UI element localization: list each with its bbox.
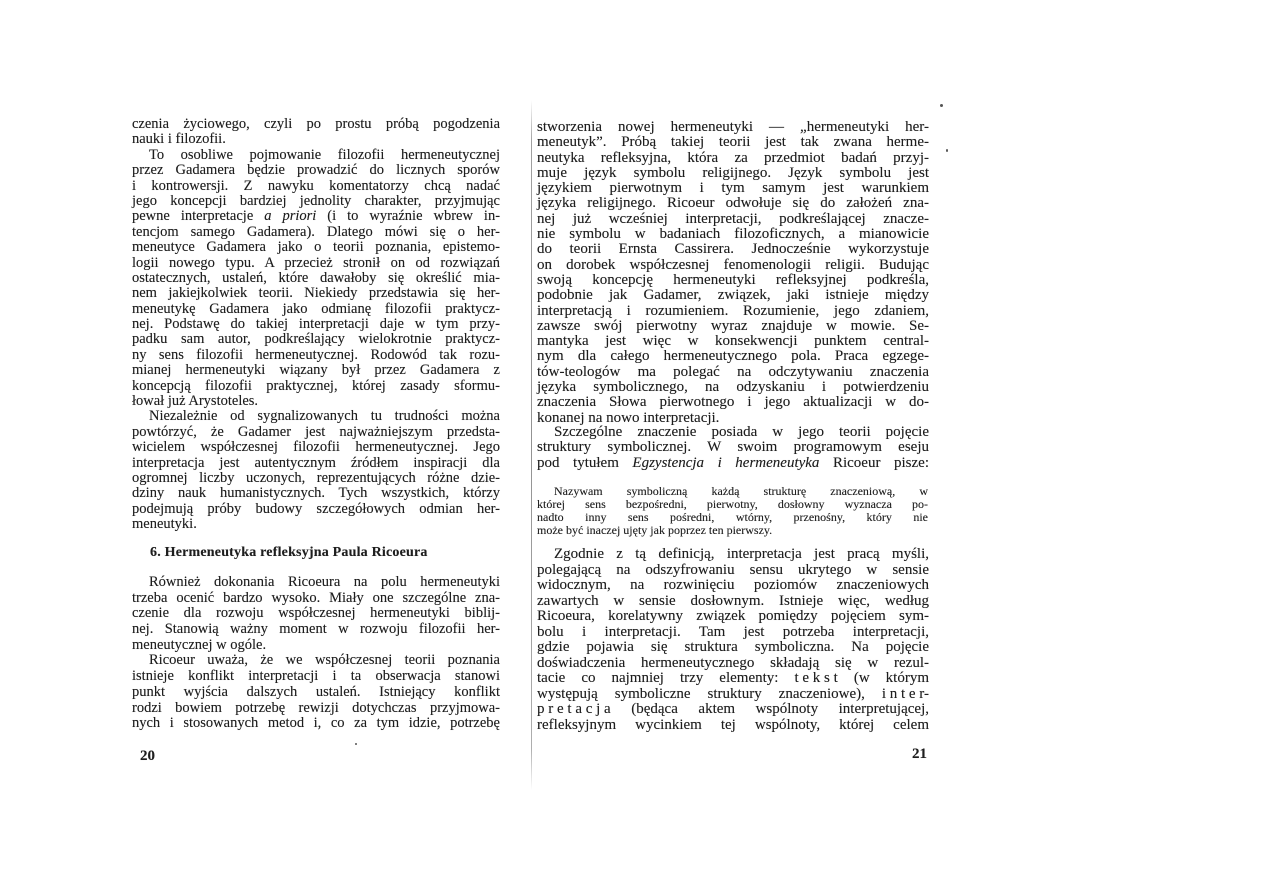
text-line: Niezależnie od sygnalizowanych tu trudności można [149, 408, 500, 425]
text-line: nauki i filozofii. [132, 131, 226, 148]
page-number: 20 [140, 748, 155, 764]
text-line: czenie dla rozwoju współczesnej hermeneutyki biblij- [132, 605, 500, 622]
scan-speck [355, 743, 357, 745]
text-line: koncepcją filozofii praktycznej, której zasady sformu- [132, 377, 500, 394]
paragraph [132, 117, 500, 148]
text-line: widocznym, na rozwinięciu poziomów znaczeniowych [537, 577, 929, 593]
text-line: swoją koncepcję hermeneutyki refleksyjnej podkreśla, [537, 271, 929, 288]
paragraph [537, 120, 929, 426]
text-line: językiem pierwotnym i tym samym jest warunkiem [537, 180, 929, 197]
text-line: muje język symbolu religijnego. Język symbolu jest [537, 164, 929, 181]
block-quote [537, 485, 928, 537]
paragraph [132, 575, 500, 653]
text-line: wicielem współczesnej filozofii hermeneutycznej. Jego [132, 439, 500, 456]
text-line: nie symbolu w badaniach filozoficznych, a mianowicie [537, 226, 929, 243]
text-line: mianej hermeneutyki wiązany był przez Gadamera z [132, 362, 500, 379]
paragraph [132, 148, 500, 410]
text-line: on dorobek współczesnej fenomenologii religii. Budując [537, 256, 929, 273]
paragraph [132, 653, 500, 731]
scan-speck [940, 104, 943, 107]
text-line: języka symbolicznego, na odzyskaniu i potwierdzeniu [537, 379, 929, 396]
text-line: neutyka refleksyjna, która za przedmiot badań przyj- [537, 149, 929, 166]
text-line: nem jakiejkolwiek teorii. Niekiedy przedstawia się her- [132, 285, 500, 302]
text-line: mantyka jest więc w konsekwencji punktem central- [537, 333, 929, 350]
spaced-term: p r e t a c j a [537, 701, 611, 717]
text-line [537, 671, 929, 687]
paragraph [537, 547, 929, 733]
text-line: powtórzyć, że Gadamer jest najważniejszym przedsta- [132, 423, 500, 440]
text-segment: pod tytułem [537, 454, 633, 471]
text-line: istnieje konflikt interpretacji i ta obserwacja stanowi [132, 668, 500, 685]
text-segment: pewne interpretacje [132, 208, 265, 225]
text-line: konanej na nowo interpretacji. [537, 409, 720, 426]
text-line: meneutykę Gadamera jako odmianę filozofii praktycz- [132, 300, 500, 317]
quote-line: której sens bezpośredni, pierwotny, dosłowny wyznacza po- [537, 497, 928, 512]
text-segment: występują symboliczne struktury znaczeniowe), [537, 685, 882, 702]
text-line: ny sens filozofii hermeneutycznej. Rodowód tak rozu- [132, 346, 500, 363]
text-line: interpretacja jest autentycznym źródłem inspiracji dla [132, 454, 500, 471]
text-line: logii nowego typu. A przecież stronił on od rozwiązań [132, 254, 500, 271]
text-line: dziny nauk humanistycznych. Tych wszystkich, którzy [132, 485, 500, 502]
text-line: ogromnej liczby uczonych, reprezentujących różne dzie- [132, 469, 500, 486]
text-line: języka religijnego. Ricoeur odwołuje się do założeń zna- [537, 195, 929, 212]
text-line: To osobliwe pojmowanie filozofii hermeneutycznej [149, 146, 500, 163]
text-line: meneutyki. [132, 516, 197, 533]
text-line: nej. Podstawę do takiej interpretacji daje w tym przy- [132, 316, 500, 333]
quote-line: może być inaczej ujęty jak poprzez ten pierwszy. [537, 523, 773, 538]
text-segment: Ricoeur pisze: [819, 454, 929, 471]
text-segment: (będąca aktem wspólnoty interpretującej, [610, 701, 929, 717]
text-line: podobnie jak Gadamer, związek, jaki istnieje między [537, 287, 929, 304]
text-line: doświadczenia hermeneutycznego składają się w rezul- [537, 654, 929, 671]
text-line: padku sam autor, podkreślający wielokrotnie praktycz- [132, 331, 500, 348]
text-line: podejmują próby budowy szczegółowych odmian her- [132, 500, 500, 517]
right-page [532, 0, 1263, 893]
text-line: meneutyce Gadamera jako o teorii poznania, epistemo- [132, 239, 500, 256]
text-line: Ricoeura, korelatywny związek pomiędzy pojęciem sym- [537, 608, 929, 624]
text-line: nej. Stanowią ważny moment w rozwoju filozofii her- [132, 621, 500, 638]
text-line: i kontrowersji. Z nawyku komentatorzy chcą nadać [132, 177, 500, 194]
text-line: polegającą na odszyfrowaniu sensu ukrytego w sensie [537, 561, 929, 578]
text-line: trzeba ocenić bardzo wysoko. Miały one szczególne zna- [132, 589, 500, 606]
text-line: Zgodnie z tą definicją, interpretacja jest pracą myśli, [554, 546, 929, 562]
text-line: tencjom samego Gadamera). Dlatego mówi się o her- [132, 223, 500, 240]
italic-term: a priori [264, 208, 317, 225]
text-line: struktury symbolicznej. W swoim programowym eseju [537, 439, 929, 456]
text-line: stworzenia nowej hermeneutyki — „hermeneutyki her- [537, 119, 929, 135]
text-line: przez Gadamera będzie prowadzić do licznych sporów [132, 162, 500, 179]
text-block [537, 120, 929, 426]
spaced-term: i n t e r- [881, 685, 929, 702]
text-line: rodzi bowiem potrzebę rewizji dotychczas przyjmowa- [132, 699, 500, 716]
text-line: Również dokonania Ricoeura na polu hermeneutyki [149, 574, 500, 590]
text-line: ostatecznych, ustaleń, które dawałoby się określić mia- [132, 269, 500, 286]
text-line: nych i stosowanych metod i, co za tym idzie, potrzebę [132, 715, 500, 732]
text-block [132, 575, 500, 732]
text-line: tów-teologów ma polegać na odczytywaniu znaczenia [537, 363, 929, 380]
text-line: bolu i interpretacji. Tam jest potrzeba interpretacji, [537, 623, 929, 640]
section-heading: 6. Hermeneutyka refleksyjna Paula Ricoeura [150, 545, 428, 560]
text-segment: (i to wyraźnie wbrew in- [316, 208, 501, 225]
text-block [132, 117, 500, 533]
text-line [132, 209, 500, 224]
text-segment: tacie co najmniej trzy elementy: [537, 670, 795, 686]
left-page [0, 0, 531, 893]
text-line: czenia życiowego, czyli po prostu próbą pogodzenia [132, 116, 500, 132]
text-line: zawsze swój pierwotny wyraz znajduje w mowie. Se- [537, 317, 929, 334]
page-number: 21 [912, 746, 927, 762]
text-line [537, 687, 929, 703]
text-line: do teorii Ernsta Cassirera. Jednocześnie wykorzystuje [537, 241, 929, 258]
text-line [537, 702, 929, 718]
text-line: jego koncepcji bardziej jednolity charakter, przyjmując [132, 192, 500, 209]
paragraph [132, 409, 500, 532]
text-line [537, 456, 929, 471]
italic-title: Egzystencja i hermeneutyka [632, 454, 820, 471]
scan-speck [946, 149, 948, 152]
quote-line: nadto inny sens pośredni, wtórny, przenośny, który nie [537, 510, 928, 525]
text-line: punkt wyjścia dalszych ustaleń. Istniejący konflikt [132, 683, 500, 700]
text-line: znaczenia Słowa pierwotnego i jego aktualizacji w do- [537, 394, 929, 411]
text-line: meneutyk”. Próbą takiej teorii jest tak zwana herme- [537, 134, 929, 151]
text-line: nym dla całego hermeneutycznego pola. Praca egzege- [537, 348, 929, 365]
text-line: gdzie pojawia się struktura symboliczna. Na pojęcie [537, 639, 929, 655]
paragraph [537, 425, 929, 471]
text-line: Szczególne znaczenie posiada w jego teorii pojęcie [554, 424, 929, 440]
text-line: łował już Arystoteles. [132, 393, 259, 410]
text-segment: (w którym [837, 670, 929, 686]
text-line: nej już wcześniej interpretacji, podkreślającej znacze- [537, 210, 929, 227]
text-line: meneutycznej w ogóle. [132, 636, 267, 653]
text-line: zawartych w sensie dosłownym. Istnieje więc, według [537, 592, 929, 609]
text-line: interpretacją i rozumieniem. Rozumienie, jego zdaniem, [537, 302, 929, 319]
text-line: Ricoeur uważa, że we współczesnej teorii poznania [149, 652, 500, 669]
quote-line: Nazywam symboliczną każdą strukturę znaczeniową, w [554, 484, 928, 498]
text-line: refleksyjnym wycinkiem tej wspólnoty, której celem [537, 716, 929, 733]
spaced-term: t e k s t [794, 670, 838, 686]
